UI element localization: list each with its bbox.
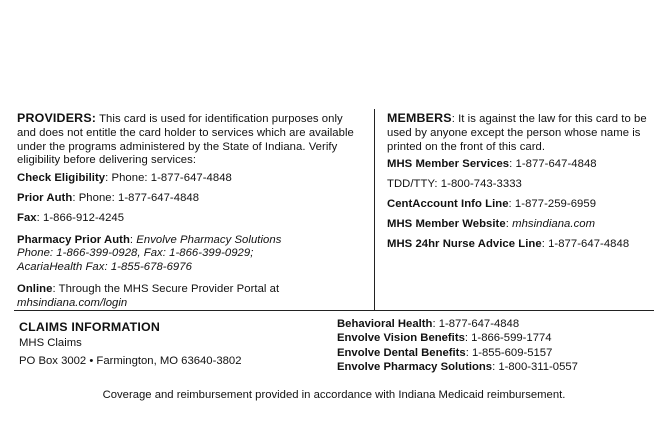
member-website-label: MHS Member Website bbox=[387, 217, 506, 230]
pharmacy-solutions-label: Envolve Pharmacy Solutions bbox=[337, 361, 493, 374]
claims-address: PO Box 3002 • Farmington, MO 63640-3802 bbox=[19, 354, 242, 367]
pharmacy-solutions-value: : 1-800-311-0557 bbox=[492, 361, 578, 374]
claims-line-1: MHS Claims bbox=[19, 337, 82, 349]
centaccount-label: CentAccount Info Line bbox=[387, 197, 509, 210]
pharmacy-prior-auth-vendor: Envolve Pharmacy Solutions bbox=[136, 233, 282, 246]
footer-note: Coverage and reimbursement provided in accordance with Indiana Medicaid reimbursement. bbox=[102, 389, 566, 401]
centaccount-line bbox=[387, 198, 662, 212]
fax-value: : 1-866-912-4245 bbox=[36, 211, 125, 224]
online-label: Online bbox=[17, 282, 53, 295]
member-website-line bbox=[387, 218, 662, 232]
behavioral-health-value: : 1-877-647-4848 bbox=[432, 318, 520, 330]
online-value: : Through the MHS Secure Provider Portal at bbox=[52, 282, 280, 295]
prior-auth-line bbox=[17, 192, 362, 206]
online-url: mhsindiana.com/login bbox=[17, 296, 128, 309]
pharmacy-prior-auth-phone-fax: Phone: 1-866-399-0928, Fax: 1-866-399-0929; bbox=[17, 247, 254, 260]
nurse-line-label: MHS 24hr Nurse Advice Line bbox=[387, 237, 542, 250]
dental-benefits-line bbox=[337, 346, 662, 360]
providers-heading: PROVIDERS: bbox=[17, 111, 97, 125]
members-intro bbox=[387, 112, 662, 154]
member-website-sep: : bbox=[505, 217, 513, 230]
members-intro-text: : It is against the law for this card to be used by anyone except the person whose name is printed on the front of this card. bbox=[387, 113, 647, 153]
members-section bbox=[387, 112, 662, 251]
member-website-url: mhsindiana.com bbox=[512, 217, 596, 230]
member-services-line bbox=[387, 158, 662, 172]
behavioral-health-line bbox=[337, 317, 662, 331]
members-heading: MEMBERS bbox=[387, 111, 452, 125]
prior-auth-value: : Phone: 1-877-647-4848 bbox=[72, 191, 200, 204]
dental-benefits-label: Envolve Dental Benefits bbox=[337, 346, 466, 359]
providers-intro-text: This card is used for identification purposes only and does not entitle the card holder to services which are available under the programs administered by the State of Indiana. Verify eligibility before delivering services: bbox=[17, 113, 354, 167]
centaccount-value: : 1-877-259-6959 bbox=[508, 197, 597, 210]
behavioral-health-label: Behavioral Health bbox=[337, 318, 433, 330]
benefits-section bbox=[337, 317, 662, 375]
pharmacy-prior-auth-acaria-fax: AcariaHealth Fax: 1-855-678-6976 bbox=[17, 261, 192, 274]
pharmacy-prior-auth-sep: : bbox=[129, 233, 137, 246]
providers-intro bbox=[17, 112, 362, 168]
dental-benefits-value: : 1-855-609-5157 bbox=[465, 346, 553, 359]
fax-line bbox=[17, 212, 362, 226]
pharmacy-prior-auth-block bbox=[17, 234, 362, 275]
section-divider bbox=[14, 310, 654, 311]
check-eligibility-label: Check Eligibility bbox=[17, 172, 106, 185]
check-eligibility-value: : Phone: 1-877-647-4848 bbox=[105, 172, 232, 185]
vision-benefits-label: Envolve Vision Benefits bbox=[337, 332, 465, 345]
pharmacy-prior-auth-label: Pharmacy Prior Auth bbox=[17, 233, 130, 246]
providers-section bbox=[17, 112, 362, 311]
fax-label: Fax bbox=[17, 211, 37, 224]
nurse-line-value: : 1-877-647-4848 bbox=[541, 237, 630, 250]
claims-section bbox=[19, 319, 319, 370]
check-eligibility-line bbox=[17, 172, 362, 186]
nurse-line bbox=[387, 238, 662, 252]
vision-benefits-line bbox=[337, 331, 662, 345]
member-services-label: MHS Member Services bbox=[387, 158, 510, 171]
online-block bbox=[17, 283, 362, 311]
pharmacy-solutions-line bbox=[337, 360, 662, 374]
vision-benefits-value: : 1-866-599-1774 bbox=[464, 332, 552, 345]
tdd-line: TDD/TTY: 1-800-743-3333 bbox=[387, 178, 522, 191]
prior-auth-label: Prior Auth bbox=[17, 191, 73, 204]
column-divider bbox=[374, 109, 375, 310]
member-services-value: : 1-877-647-4848 bbox=[509, 158, 597, 171]
claims-title: CLAIMS INFORMATION bbox=[19, 320, 161, 334]
